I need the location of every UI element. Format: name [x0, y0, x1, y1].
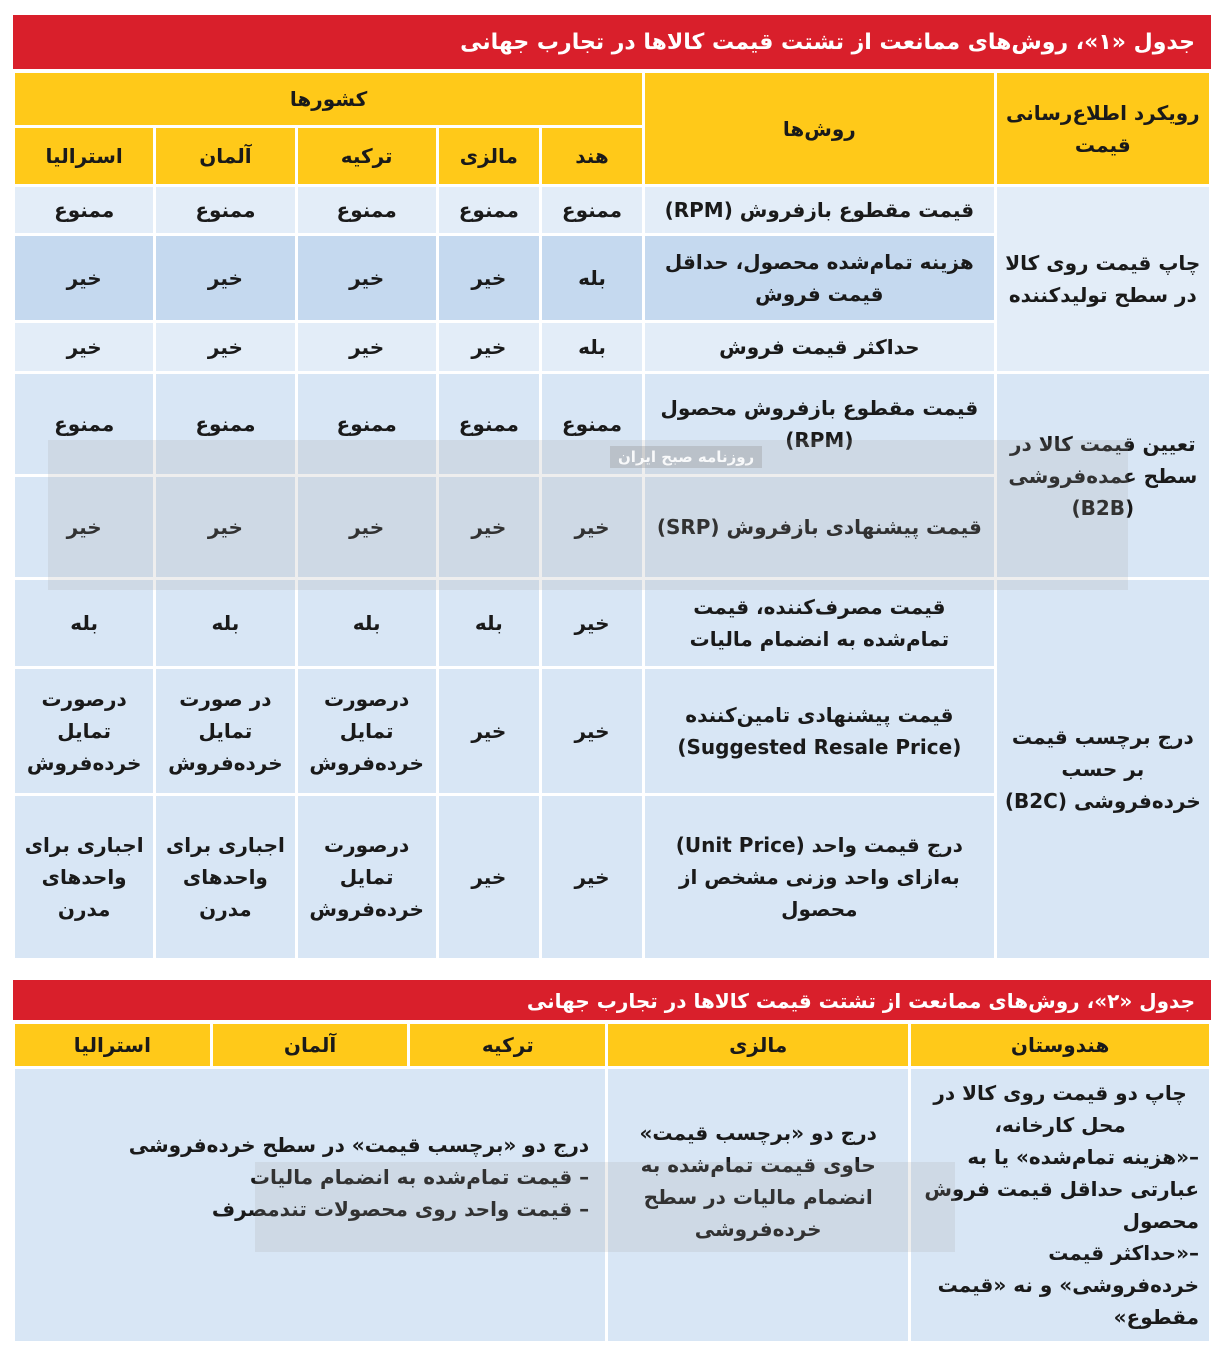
value-cell: خیر: [439, 477, 539, 577]
method-cell: قیمت مقطوع بازفروش محصول (RPM): [645, 374, 994, 474]
t2-header-australia: استرالیا: [15, 1024, 210, 1066]
value-cell: خیر: [298, 236, 436, 320]
method-cell: حداکثر قیمت فروش: [645, 323, 994, 371]
method-cell: قیمت مقطوع بازفروش (RPM): [645, 187, 994, 233]
approach-cell: درج برچسب قیمت بر حسب خرده‌فروشی (B2C): [997, 580, 1209, 958]
method-cell: هزینه تمام‌شده محصول، حداقل قیمت فروش: [645, 236, 994, 320]
value-cell: خیر: [439, 323, 539, 371]
table2: [12, 1021, 1212, 1344]
value-cell: ممنوع: [439, 374, 539, 474]
watermark-text: روزنامه صبح ایران: [610, 446, 762, 468]
t2-others-line: – قیمت واحد روی محصولات تندمصرف: [211, 1197, 590, 1221]
t2-india-cell: [911, 1069, 1209, 1341]
value-cell: اجباری برای واحدهای مدرن: [15, 796, 153, 958]
value-cell: درصورت تمایل خرده‌فروش: [298, 796, 436, 958]
method-cell: درج قیمت واحد (Unit Price) به‌ازای واحد وزنی مشخص از محصول: [645, 796, 994, 958]
header-approach: رویکرد اطلاع‌رسانی قیمت: [997, 73, 1209, 184]
value-cell: درصورت تمایل خرده‌فروش: [15, 669, 153, 793]
value-cell: ممنوع: [15, 374, 153, 474]
table1: [12, 70, 1212, 961]
value-cell: ممنوع: [156, 187, 294, 233]
approach-cell: تعیین قیمت کالا در سطح عمده‌فروشی (B2B): [997, 374, 1209, 577]
t2-india-line: –«حداکثر قیمت خرده‌فروشی» و نه «قیمت مقطوع»: [937, 1241, 1199, 1329]
header-country-malaysia: مالزی: [439, 128, 539, 184]
value-cell: اجباری برای واحدهای مدرن: [156, 796, 294, 958]
value-cell: درصورت تمایل خرده‌فروش: [298, 669, 436, 793]
t2-others-line: – قیمت تمام‌شده به انضمام مالیات: [249, 1165, 590, 1189]
value-cell: خیر: [439, 796, 539, 958]
t2-header-india: هندوستان: [911, 1024, 1209, 1066]
value-cell: ممنوع: [542, 374, 642, 474]
value-cell: ممنوع: [298, 187, 436, 233]
value-cell: خیر: [156, 477, 294, 577]
header-countries: کشورها: [15, 73, 642, 125]
header-country-india: هند: [542, 128, 642, 184]
header-country-germany: آلمان: [156, 128, 294, 184]
t2-india-line: چاپ دو قیمت روی کالا در محل کارخانه،: [933, 1081, 1187, 1137]
value-cell: بله: [156, 580, 294, 666]
value-cell: خیر: [15, 477, 153, 577]
value-cell: بله: [542, 323, 642, 371]
method-cell: قیمت مصرف‌کننده، قیمت تمام‌شده به انضمام مالیات: [645, 580, 994, 666]
value-cell: ممنوع: [542, 187, 642, 233]
value-cell: بله: [542, 236, 642, 320]
value-cell: خیر: [542, 796, 642, 958]
value-cell: بله: [298, 580, 436, 666]
value-cell: خیر: [298, 323, 436, 371]
value-cell: ممنوع: [439, 187, 539, 233]
value-cell: خیر: [298, 477, 436, 577]
t2-header-germany: آلمان: [213, 1024, 408, 1066]
value-cell: خیر: [542, 669, 642, 793]
value-cell: خیر: [15, 323, 153, 371]
value-cell: خیر: [542, 477, 642, 577]
t2-others-cell: [15, 1069, 605, 1341]
value-cell: بله: [15, 580, 153, 666]
t2-header-malaysia: مالزی: [608, 1024, 908, 1066]
value-cell: خیر: [156, 236, 294, 320]
t2-others-line: درج دو «برچسب قیمت» در سطح خرده‌فروشی: [128, 1133, 590, 1157]
value-cell: ممنوع: [298, 374, 436, 474]
t2-header-turkey: ترکیه: [410, 1024, 605, 1066]
t2-malaysia-cell: درج دو «برچسب قیمت» حاوی قیمت تمام‌شده به انضمام مالیات در سطح خرده‌فروشی: [608, 1069, 908, 1341]
approach-cell: چاپ قیمت روی کالا در سطح تولیدکننده: [997, 187, 1209, 371]
page: [12, 14, 1212, 1344]
header-methods: روش‌ها: [645, 73, 994, 184]
value-cell: ممنوع: [156, 374, 294, 474]
value-cell: خیر: [439, 236, 539, 320]
value-cell: خیر: [15, 236, 153, 320]
value-cell: خیر: [542, 580, 642, 666]
header-country-turkey: ترکیه: [298, 128, 436, 184]
value-cell: خیر: [156, 323, 294, 371]
value-cell: بله: [439, 580, 539, 666]
table2-title: جدول «۲»، روش‌های ممانعت از تشتت قیمت کالاها در تجارب جهانی: [12, 979, 1212, 1021]
value-cell: در صورت تمایل خرده‌فروش: [156, 669, 294, 793]
t2-india-line: –«هزینه تمام‌شده» یا به عبارتی حداقل قیمت فروش محصول: [924, 1145, 1199, 1233]
method-cell: قیمت پیشنهادی تامین‌کننده (Suggested Resale Price): [645, 669, 994, 793]
table1-title: جدول «۱»، روش‌های ممانعت از تشتت قیمت کالاها در تجارب جهانی: [12, 14, 1212, 70]
header-country-australia: استرالیا: [15, 128, 153, 184]
value-cell: خیر: [439, 669, 539, 793]
method-cell: قیمت پیشنهادی بازفروش (SRP): [645, 477, 994, 577]
value-cell: ممنوع: [15, 187, 153, 233]
